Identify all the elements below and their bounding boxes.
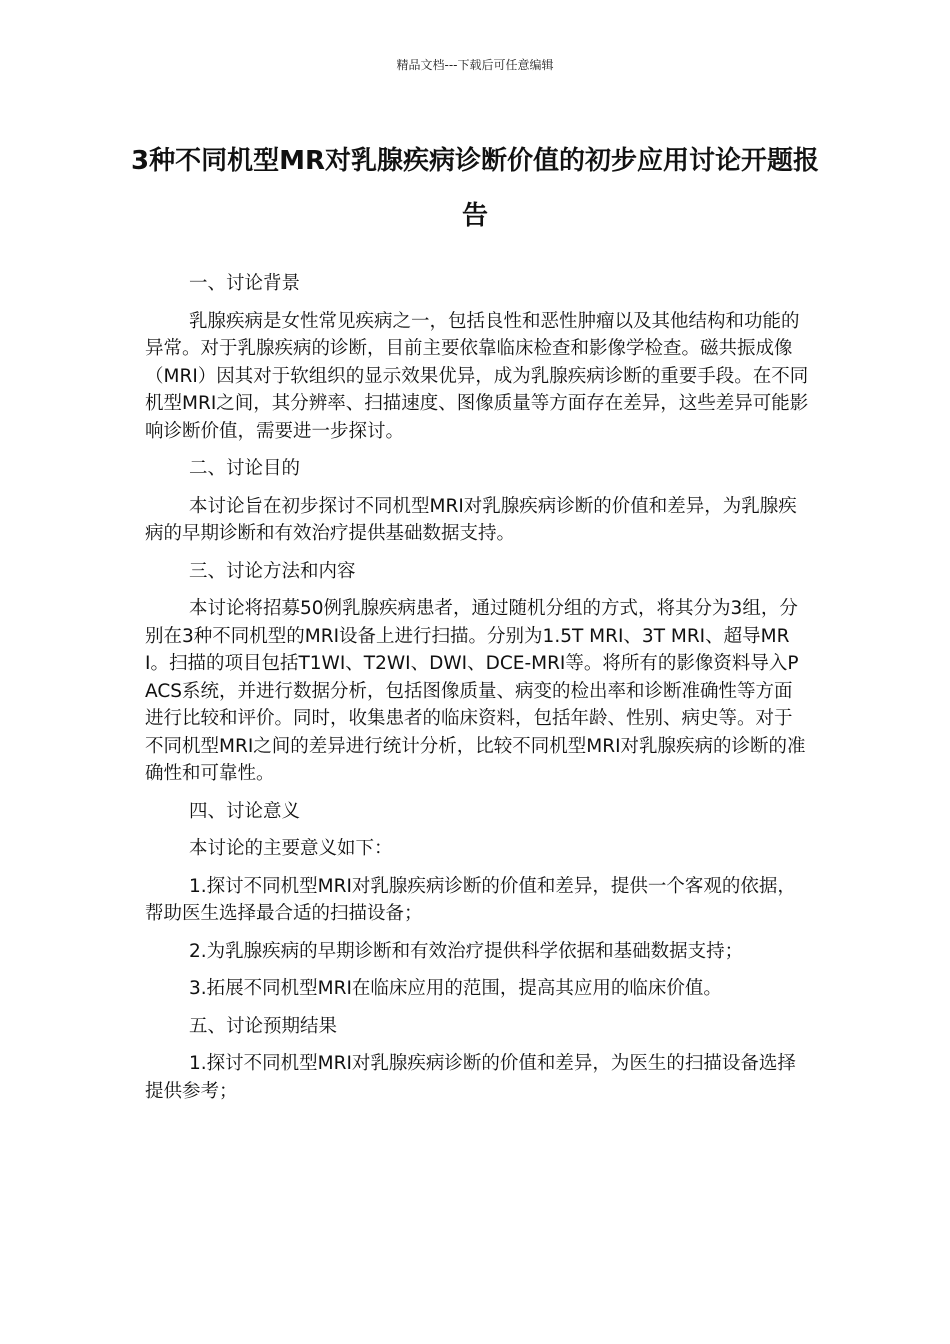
document-body [145, 270, 810, 1115]
section-heading-expected-results: 五、讨论预期结果 [189, 1015, 338, 1037]
section-heading-methods: 三、讨论方法和内容 [189, 560, 356, 582]
section-paragraph: 乳腺疾病是女性常见疾病之一，包括良性和恶性肿瘤以及其他结构和功能的异常。对于乳腺疾病的诊断，目前主要依靠临床检查和影像学检查。磁共振成像（MRI）因其对于软组织的显示效果优异，成为乳腺疾病诊断的重要手段。在不同机型MRI之间，其分辨率、扫描速度、图像质量等方面存在差异，这些差异可能影响诊断价值，需要进一步探讨。 [145, 310, 809, 442]
section-paragraph: 本讨论的主要意义如下： [189, 838, 393, 859]
document-title: 3种不同机型MR对乳腺疾病诊断价值的初步应用讨论开题报告 [131, 146, 819, 231]
section-heading-significance: 四、讨论意义 [189, 800, 301, 822]
list-item: 3.拓展不同机型MRI在临床应用的范围，提高其应用的临床价值。 [189, 978, 722, 999]
list-item: 1.探讨不同机型MRI对乳腺疾病诊断的价值和差异，为医生的扫描设备选择提供参考； [145, 1053, 796, 1102]
list-item: 1.探讨不同机型MRI对乳腺疾病诊断的价值和差异，提供一个客观的依据，帮助医生选择最合适的扫描设备； [145, 875, 796, 924]
section-heading-background: 一、讨论背景 [189, 273, 301, 294]
page-header: 精品文档---下载后可任意编辑 [396, 58, 554, 72]
section-paragraph: 本讨论将招募50例乳腺疾病患者，通过随机分组的方式，将其分为3组，分别在3种不同机型的MRI设备上进行扫描。分别为1.5T MRI、3T MRI、超导MRI。扫描的项目包括T1WI、T2WI、DWI、DCE-MRI等。将所有的影像资料导入PACS系统，并进行数据分析，包括图像质量、病变的检出率和诊断准确性等方面进行比较和评价。同时，收集患者的临床资料，包括年龄、性别、病史等。对于不同机型MRI之间的差异进行统计分析，比较不同机型MRI对乳腺疾病的诊断的准确性和可靠性。 [145, 598, 806, 784]
section-paragraph: 本讨论旨在初步探讨不同机型MRI对乳腺疾病诊断的价值和差异，为乳腺疾病的早期诊断和有效治疗提供基础数据支持。 [145, 495, 797, 544]
list-item: 2.为乳腺疾病的早期诊断和有效治疗提供科学依据和基础数据支持； [189, 940, 744, 962]
section-heading-purpose: 二、讨论目的 [189, 458, 301, 479]
